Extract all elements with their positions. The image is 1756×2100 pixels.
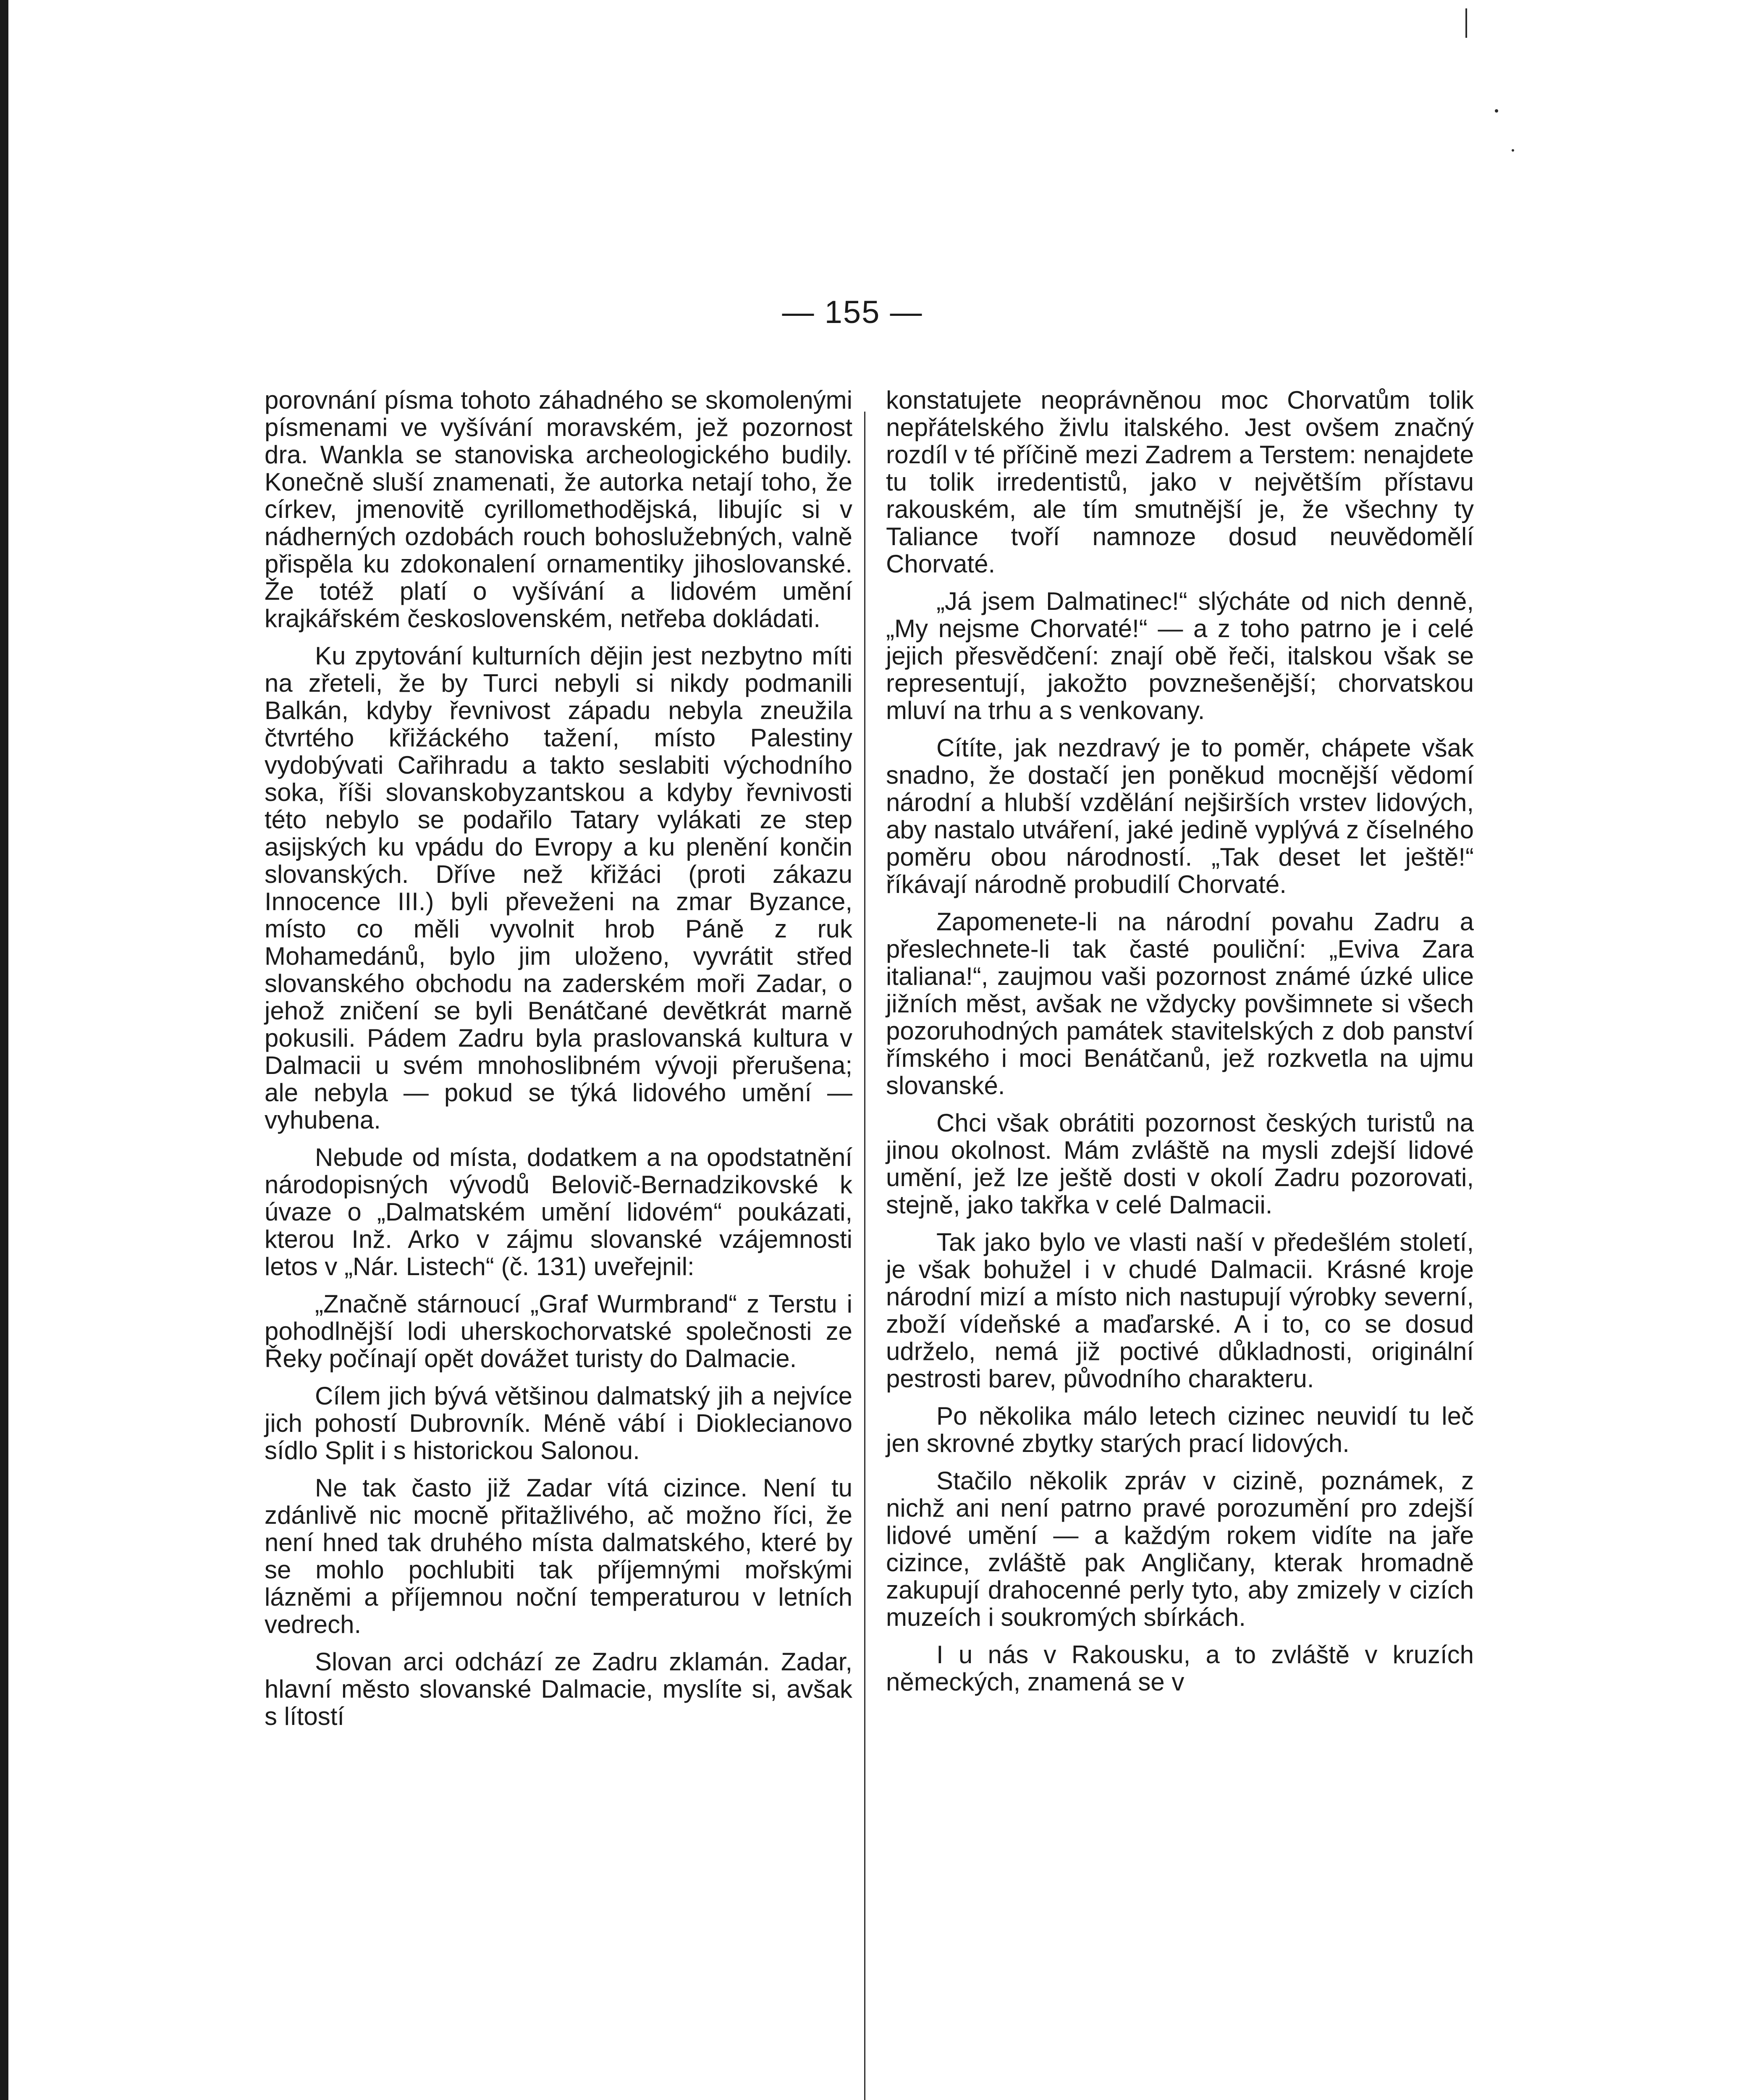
paragraph: „Značně stárnoucí „Graf Wurmbrand“ z Terstu i pohodlnější lodi uherskochorvatské společnosti ze Řeky počínají opět dovážet turisty do Dalmacie.: [265, 1290, 852, 1373]
paragraph: I u nás v Rakousku, a to zvláště v kruzích německých, znamená se v: [886, 1641, 1474, 1696]
scan-speck: [1465, 8, 1467, 38]
paragraph: Ku zpytování kulturních dějin jest nezbytno míti na zřeteli, že by Turci nebyli si nikdy podmanili Balkán, kdyby řevnivost západu nebyla zneužila čtvrtého křižáckého tažení, místo Palestiny vydobývati Cařihradu a takto seslabiti východního soka, říši slovanskobyzantskou a kdyby řevnivosti této nebylo se podařilo Tatary vylákati ze step asijských ku vpádu do Evropy a ku plenění končin slovanských. Dříve než křižáci (proti zákazu Innocence III.) byli převeženi na zmar Byzance, místo co měli vyvolnit hrob Páně z ruk Mohamedánů, bylo jim uloženo, vyvrátit střed slovanského obchodu na zaderském moři Zadar, o jehož zničení se byli Benátčané devětkrát marně pokusili. Pádem Zadru byla praslovanská kultura v Dalmacii u svém mnohoslibném vývoji přerušena; ale nebyla — pokud se týká lidového umění — vyhubena.: [265, 642, 852, 1134]
paragraph: porovnání písma tohoto záhadného se skomolenými písmenami ve vyšívání moravském, jež pozornost dra. Wankla se stanoviska archeologického budily. Konečně sluší znamenati, že autorka netají toho, že církev, jmenovitě cyrillomethodějská, libujíc si v nádherných ozdobách rouch bohoslužebných, valně přispěla ku zdokonalení ornamentiky jihoslovanské. Že totéž platí o vyšívání a lidovém umění krajkářském československém, netřeba dokládati.: [265, 386, 852, 633]
page-number: — 155 —: [782, 294, 923, 330]
paragraph: Cílem jich bývá většinou dalmatský jih a nejvíce jich pohostí Dubrovník. Méně vábí i Dioklecianovo sídlo Split i s historickou Salonou.: [265, 1382, 852, 1465]
scan-speck: [1512, 149, 1514, 152]
right-column: [886, 386, 1474, 1706]
paragraph: konstatujete neoprávněnou moc Chorvatům tolik nepřátelského živlu italského. Jest ovšem značný rozdíl v té příčině mezi Zadrem a Terstem: nenajdete tu tolik irredentistů, jako v největším přístavu rakouském, ale tím smutnější je, že všechny ty Taliance tvoří namnoze dosud neuvědomělí Chorvaté.: [886, 386, 1474, 578]
paragraph: Cítíte, jak nezdravý je to poměr, chápete však snadno, že dostačí jen poněkud mocnější vědomí národní a hlubší vzdělání nejširších vrstev lidových, aby nastalo utváření, jaké jedině vyplývá z číselného poměru obou národností. „Tak deset let ještě!“ říkávají národně probudilí Chorvaté.: [886, 734, 1474, 898]
left-column: [265, 386, 852, 1740]
paragraph: Stačilo několik zpráv v cizině, poznámek, z nichž ani není patrno pravé porozumění pro zdejší lidové umění — a každým rokem vidíte na jaře cizince, zvláště pak Angličany, kterak hromadně zakupují drahocenné perly tyto, aby zmizely v cizích muzeích i soukromých sbírkách.: [886, 1467, 1474, 1631]
paragraph: Nebude od místa, dodatkem a na opodstatnění národopisných vývodů Belovič-Bernadzikovské k úvaze o „Dalmatském umění lidovém“ poukázati, kterou Inž. Arko v zájmu slovanské vzájemnosti letos v „Nár. Listech“ (č. 131) uveřejnil:: [265, 1143, 852, 1281]
paragraph: Chci však obrátiti pozornost českých turistů na jinou okolnost. Mám zvláště na mysli zdejší lidové umění, jež lze ještě dosti v okolí Zadru pozorovati, stejně, jako takřka v celé Dalmacii.: [886, 1109, 1474, 1219]
paragraph: Zapomenete-li na národní povahu Zadru a přeslechnete-li tak časté pouliční: „Eviva Zara italiana!“, zaujmou vaši pozornost známé úzké ulice jižních měst, avšak ne vždycky povšimnete si všech pozoruhodných památek stavitelských z dob panství římského i moci Benátčanů, jež rozkvetla na ujmu slovanské.: [886, 908, 1474, 1100]
paragraph: Slovan arci odchází ze Zadru zklamán. Zadar, hlavní město slovanské Dalmacie, myslíte si, avšak s lítostí: [265, 1648, 852, 1730]
paragraph: Po několika málo letech cizinec neuvidí tu leč jen skrovné zbytky starých prací lidových.: [886, 1402, 1474, 1457]
paragraph: Ne tak často již Zadar vítá cizince. Není tu zdánlivě nic mocně přitažlivého, ač možno říci, že není hned tak druhého místa dalmatského, které by se mohlo pochlubiti tak příjemnými mořskými lázněmi a příjemnou noční temperaturou v letních vedrech.: [265, 1474, 852, 1638]
paragraph: Tak jako bylo ve vlasti naší v předešlém století, je však bohužel i v chudé Dalmacii. Krásné kroje národní mizí a místo nich nastupují výrobky severní, zboží vídeňské a maďarské. A i to, co se dosud udrželo, nemá již poctivé důkladnosti, originální pestrosti barev, původního charakteru.: [886, 1228, 1474, 1393]
scan-border-left: [0, 0, 8, 2100]
column-divider: [864, 412, 865, 2100]
paragraph: „Já jsem Dalmatinec!“ slýcháte od nich denně, „My nejsme Chorvaté!“ — a z toho patrno je i celé jejich přesvědčení: znají obě řeči, italskou však se representují, jakožto povznešenější; chorvatskou mluví na trhu a s venkovany.: [886, 587, 1474, 724]
scan-speck: [1495, 109, 1498, 113]
